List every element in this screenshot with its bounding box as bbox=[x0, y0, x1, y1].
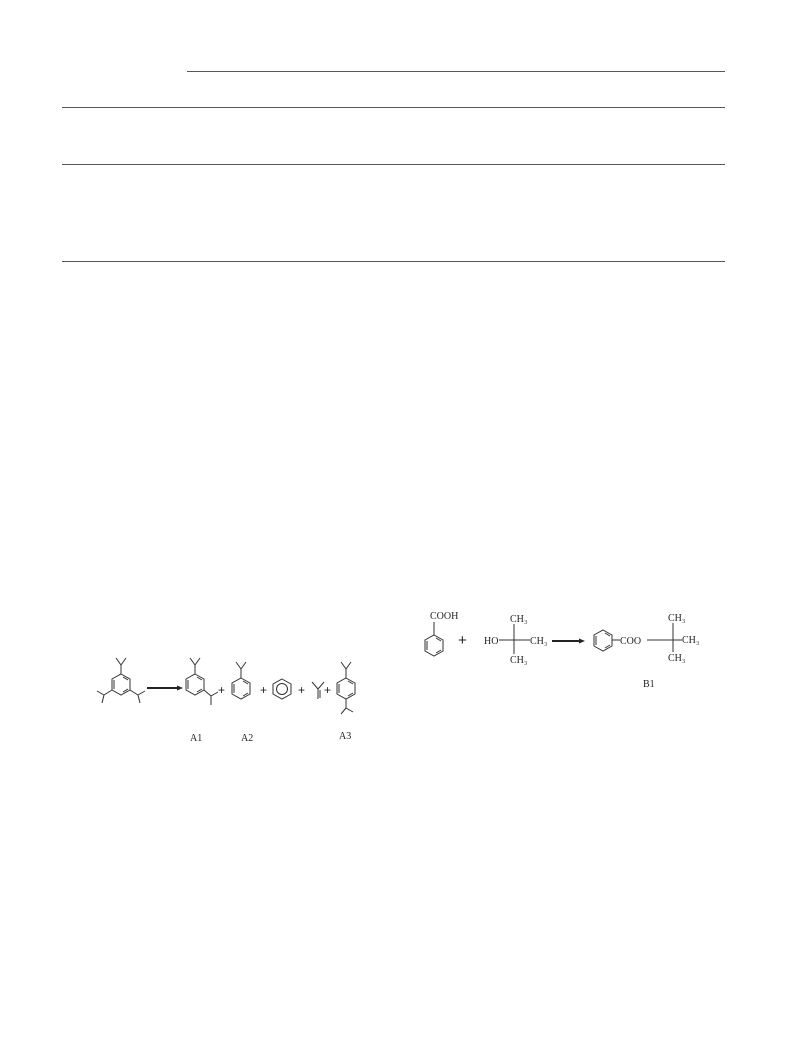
methyl-label-top: CH₃ bbox=[668, 613, 686, 624]
plus-sign: + bbox=[260, 683, 268, 697]
arrow-head-a bbox=[177, 686, 183, 691]
plus-sign: + bbox=[458, 632, 467, 649]
reaction-scheme-b bbox=[410, 605, 740, 700]
reaction-scheme-a bbox=[80, 640, 380, 750]
reactant-triisopropylbenzene bbox=[97, 658, 145, 703]
reactant-benzoic-acid bbox=[425, 622, 443, 656]
plus-sign: + bbox=[298, 683, 306, 697]
ester-group-label: COO bbox=[620, 636, 642, 647]
plus-sign: + bbox=[324, 683, 332, 697]
table-rule-middle bbox=[62, 164, 725, 165]
methyl-label-bottom: CH₃ bbox=[510, 655, 528, 666]
methyl-label-bottom: CH₃ bbox=[668, 653, 686, 664]
product-propene-structure bbox=[312, 682, 324, 699]
methyl-label-right: CH₃ bbox=[530, 636, 548, 647]
plus-sign: + bbox=[218, 683, 226, 697]
label-a2: A2 bbox=[241, 733, 254, 744]
product-a1-structure bbox=[186, 658, 218, 705]
label-a1: A1 bbox=[190, 733, 203, 744]
methyl-label-top: CH₃ bbox=[510, 614, 528, 625]
methyl-label-right: CH₃ bbox=[682, 635, 700, 646]
label-b1: B1 bbox=[643, 679, 655, 690]
arrow-head-b bbox=[579, 639, 585, 644]
product-a2-structure bbox=[232, 662, 250, 699]
table-rule-header bbox=[62, 107, 725, 108]
hydroxyl-label: HO bbox=[484, 636, 499, 647]
product-b1-ring bbox=[594, 630, 620, 651]
label-a3: A3 bbox=[339, 731, 352, 742]
table-rule-bottom bbox=[62, 261, 725, 262]
product-a3-structure bbox=[337, 662, 355, 714]
reactant-tert-butanol-bonds bbox=[499, 624, 530, 654]
product-b1-tert-butyl-bonds bbox=[647, 623, 682, 652]
table-rule-top bbox=[187, 71, 725, 72]
product-benzene-structure bbox=[273, 679, 291, 699]
cooh-group-label: COOH bbox=[430, 611, 459, 622]
